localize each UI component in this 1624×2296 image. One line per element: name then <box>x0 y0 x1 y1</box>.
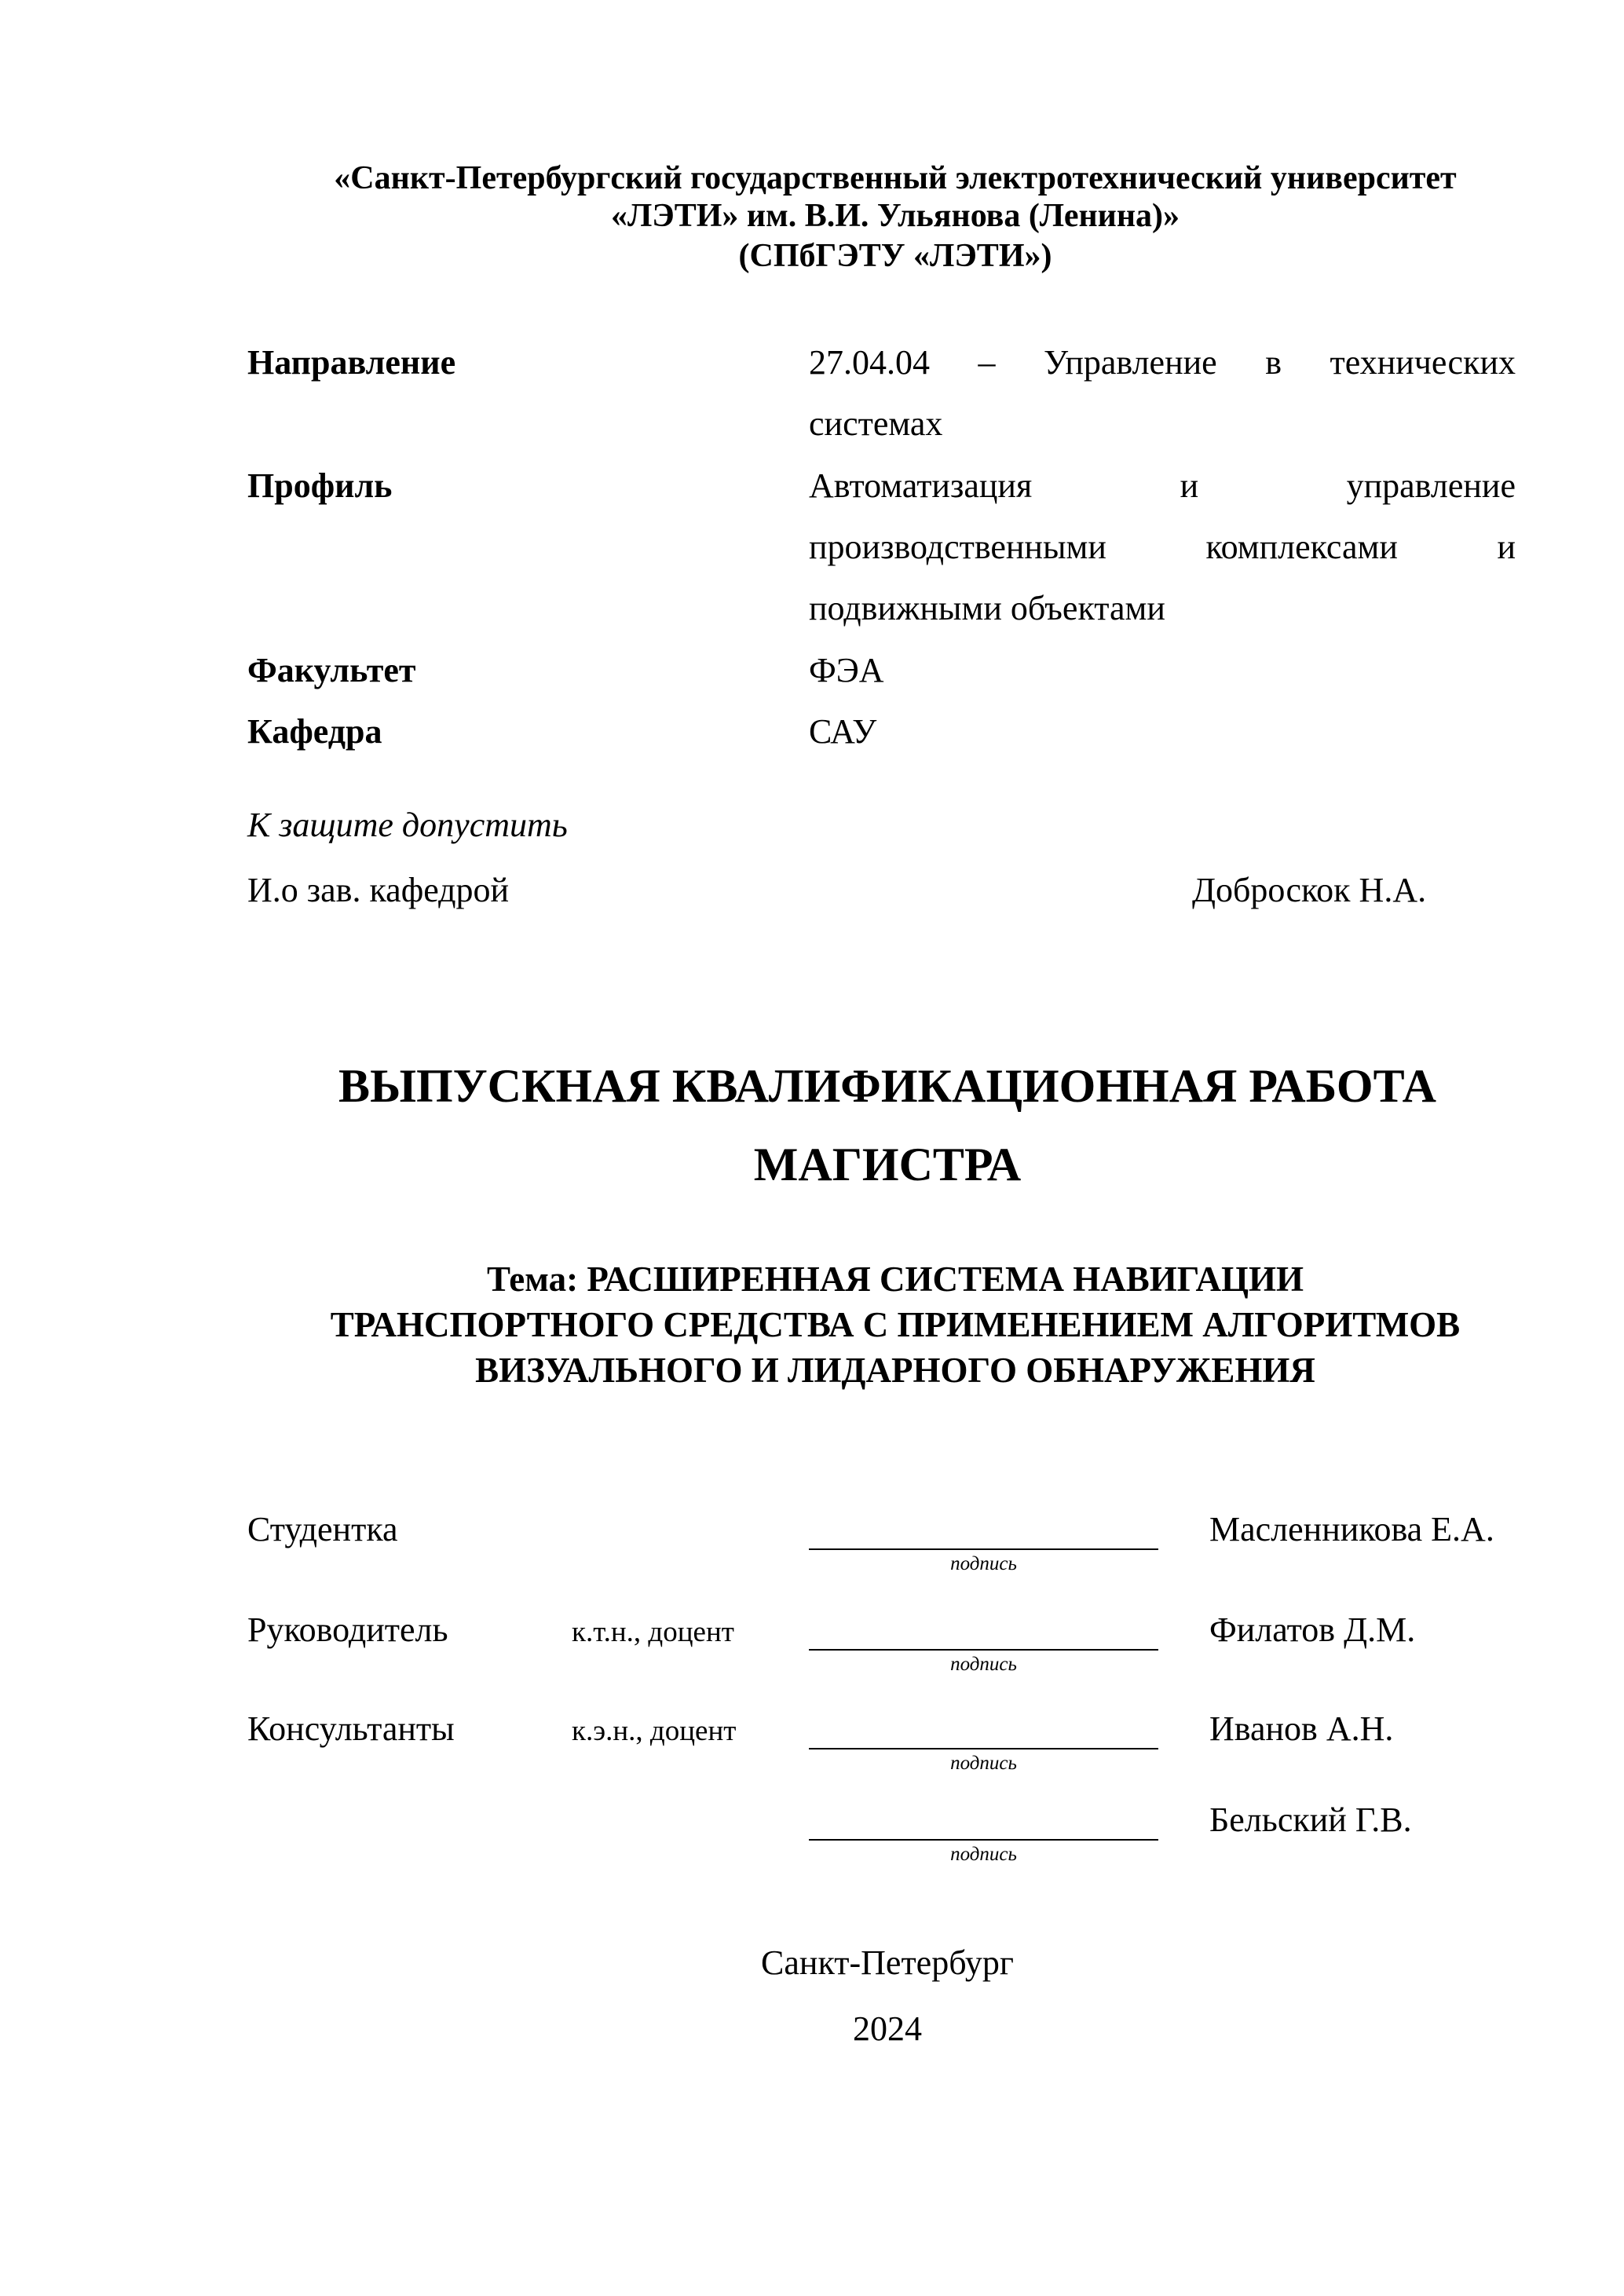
head-of-department-name: Доброскок Н.А. <box>1192 871 1427 909</box>
student-signature-line <box>809 1548 1158 1550</box>
consultant2-signature-caption: подпись <box>950 1844 1017 1865</box>
supervisor-role: Руководитель <box>247 1610 448 1649</box>
consultant1-degree: к.э.н., доцент <box>572 1715 737 1747</box>
university-name-line1: «Санкт-Петербургский государственный электротехнический университет <box>334 160 1457 196</box>
document-title-line1: ВЫПУСКНАЯ КВАЛИФИКАЦИОННАЯ РАБОТА <box>338 1060 1436 1112</box>
supervisor-signature-caption: подпись <box>950 1654 1017 1675</box>
admit-to-defense-text: К защите допустить <box>247 806 568 844</box>
consultant2-name: Бельский Г.В. <box>1209 1801 1412 1839</box>
topic-line1: Тема: РАСШИРЕННАЯ СИСТЕМА НАВИГАЦИИ <box>487 1260 1304 1299</box>
department-value: САУ <box>809 712 877 751</box>
profile-value-line3: подвижными объектами <box>809 589 1165 627</box>
year: 2024 <box>853 2009 922 2048</box>
profile-value-line2: производственными комплексами и <box>809 528 1516 566</box>
consultant2-signature-line <box>809 1839 1158 1841</box>
topic-line3: ВИЗУАЛЬНОГО И ЛИДАРНОГО ОБНАРУЖЕНИЯ <box>475 1351 1315 1390</box>
head-of-department-role: И.о зав. кафедрой <box>247 871 510 909</box>
university-abbreviation: (СПбГЭТУ «ЛЭТИ») <box>738 238 1052 274</box>
faculty-label: Факультет <box>247 651 416 689</box>
department-label: Кафедра <box>247 712 382 751</box>
consultant1-name: Иванов А.Н. <box>1209 1709 1394 1748</box>
supervisor-name: Филатов Д.М. <box>1209 1610 1416 1649</box>
direction-value <box>809 332 1516 455</box>
student-signature-caption: подпись <box>950 1553 1017 1574</box>
topic-line2: ТРАНСПОРТНОГО СРЕДСТВА С ПРИМЕНЕНИЕМ АЛГОРИТМОВ <box>330 1305 1461 1344</box>
supervisor-signature-line <box>809 1649 1158 1651</box>
city: Санкт-Петербург <box>761 1943 1014 1982</box>
document-title-line2: МАГИСТРА <box>753 1139 1022 1190</box>
direction-label: Направление <box>247 343 456 382</box>
profile-value-line1: Автоматизация и управление <box>809 466 1516 505</box>
direction-value-line2: системах <box>809 404 943 443</box>
consultant1-signature-line <box>809 1748 1158 1749</box>
profile-label: Профиль <box>247 466 393 505</box>
consultants-role: Консультанты <box>247 1709 455 1748</box>
direction-value-line1: 27.04.04 – Управление в технических <box>809 343 1516 382</box>
student-role: Студентка <box>247 1510 398 1548</box>
supervisor-degree: к.т.н., доцент <box>572 1616 734 1648</box>
faculty-value: ФЭА <box>809 651 884 689</box>
student-name: Масленникова Е.А. <box>1209 1510 1494 1548</box>
profile-value <box>809 455 1516 639</box>
consultant1-signature-caption: подпись <box>950 1753 1017 1774</box>
university-name-line2: «ЛЭТИ» им. В.И. Ульянова (Ленина)» <box>610 198 1180 234</box>
